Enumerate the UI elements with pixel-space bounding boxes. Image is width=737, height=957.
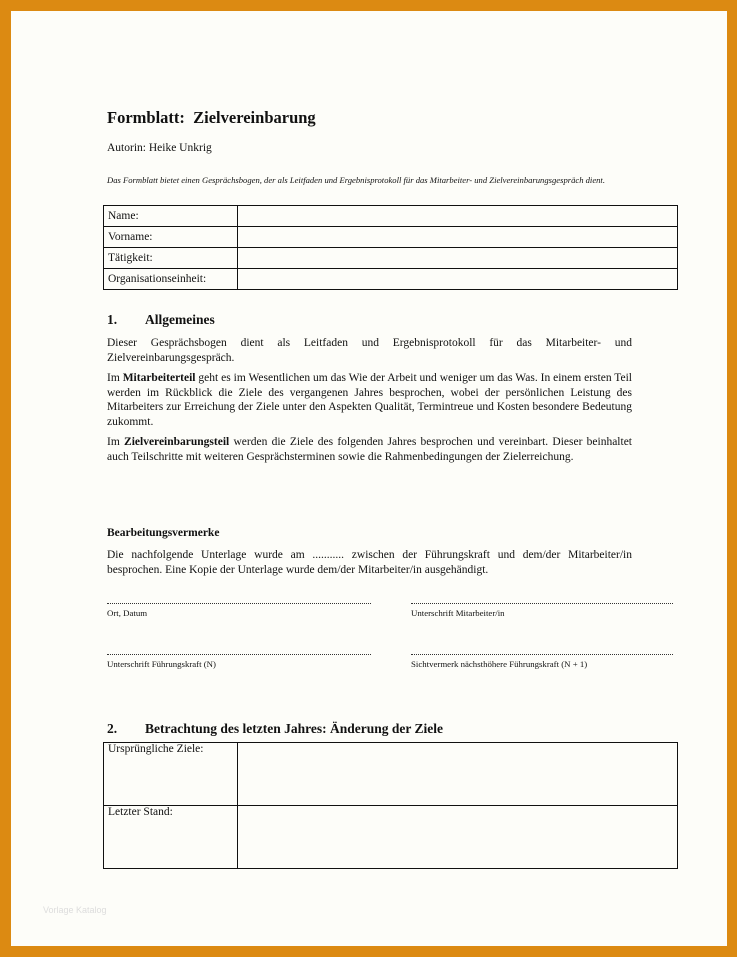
- letzter-stand-field[interactable]: [238, 806, 678, 869]
- processing-text: Die nachfolgende Unterlage wurde am ........... zwischen der Führungskraft und dem/der Mitarbeiter/in besprochen. Eine Kopie der Unterlage wurde dem/der Mitarbeiter/in ausgehändigt.: [107, 549, 632, 576]
- personal-info-table: [103, 205, 678, 290]
- paragraph-text: geht es im Wesentlichen um das Wie der Arbeit und weniger um das Was. In einem ersten Teil werden im Rückblick die Ziele des vergangenen Jahres besprochen, wobei der persönlichen Leistung des Mitarbeiters zur Erreichung der Ziele unter den Aspekten Qualität, Termintreue und Kosten besondere Bedeutung zukommt.: [107, 372, 632, 428]
- signature-line-ort-datum[interactable]: [107, 603, 371, 604]
- section-2-title: Betrachtung des letzten Jahres: Änderung der Ziele: [145, 721, 443, 736]
- signature-label-naechsthoehere: Sichtvermerk nächsthöhere Führungskraft (N + 1): [411, 659, 588, 669]
- intro-note: Das Formblatt bietet einen Gesprächsbogen, der als Leitfaden und Ergebnisprotokoll für das Mitarbeiter- und Zielvereinbarungsgespräch dient.: [107, 175, 605, 185]
- signature-label-mitarbeiter: Unterschrift Mitarbeiter/in: [411, 608, 505, 618]
- table-row: [104, 227, 678, 248]
- table-row: [104, 806, 678, 869]
- section-1-title: Allgemeines: [145, 312, 215, 327]
- table-row: [104, 269, 678, 290]
- section-2-heading: [107, 721, 443, 737]
- document-title: Formblatt: Zielvereinbarung: [107, 108, 316, 127]
- organisationseinheit-label: Organisationseinheit:: [104, 269, 238, 290]
- processing-heading: Bearbeitungsvermerke: [107, 527, 220, 539]
- emphasis-mitarbeiterteil: Mitarbeiterteil: [122, 372, 196, 384]
- section-1-number: 1.: [107, 312, 118, 327]
- section-1-heading: [107, 312, 215, 328]
- urspruengliche-ziele-label: Ursprüngliche Ziele:: [104, 743, 238, 806]
- signature-line-fuehrungskraft[interactable]: [107, 654, 371, 655]
- name-label: Name:: [104, 206, 238, 227]
- section-1-paragraph-1: Dieser Gesprächsbogen dient als Leitfaden und Ergebnisprotokoll für das Mitarbeiter- und Zielvereinbarungsgespräch.: [107, 337, 632, 364]
- table-row: [104, 206, 678, 227]
- paragraph-text: Im: [107, 372, 123, 384]
- letzter-stand-label: Letzter Stand:: [104, 806, 238, 869]
- urspruengliche-ziele-field[interactable]: [238, 743, 678, 806]
- document-author: Autorin: Heike Unkrig: [107, 142, 212, 154]
- signature-line-mitarbeiter[interactable]: [411, 603, 673, 604]
- watermark: Vorlage Katalog: [43, 905, 107, 915]
- name-field[interactable]: [238, 206, 678, 227]
- goals-table: [103, 742, 678, 869]
- section-1-paragraph-2: [107, 371, 632, 429]
- signature-label-ort-datum: Ort, Datum: [107, 608, 148, 618]
- vorname-field[interactable]: [238, 227, 678, 248]
- vorname-label: Vorname:: [104, 227, 238, 248]
- table-row: [104, 743, 678, 806]
- taetigkeit-label: Tätigkeit:: [104, 248, 238, 269]
- paragraph-text: Im: [107, 436, 125, 448]
- emphasis-zielvereinbarungsteil: Zielvereinbarungsteil: [124, 436, 230, 448]
- document-page: [11, 11, 727, 946]
- section-2-number: 2.: [107, 721, 118, 736]
- table-row: [104, 248, 678, 269]
- signature-line-naechsthoehere[interactable]: [411, 654, 673, 655]
- organisationseinheit-field[interactable]: [238, 269, 678, 290]
- section-1-paragraph-3: [107, 435, 632, 464]
- taetigkeit-field[interactable]: [238, 248, 678, 269]
- signature-label-fuehrungskraft: Unterschrift Führungskraft (N): [107, 659, 216, 669]
- paragraph-text: werden die Ziele des folgenden Jahres besprochen und vereinbart. Dieser beinhaltet auch Teilschritte mit weiteren Gesprächsterminen sowie die Rahmenbedingungen der Zielerreichung.: [107, 436, 632, 463]
